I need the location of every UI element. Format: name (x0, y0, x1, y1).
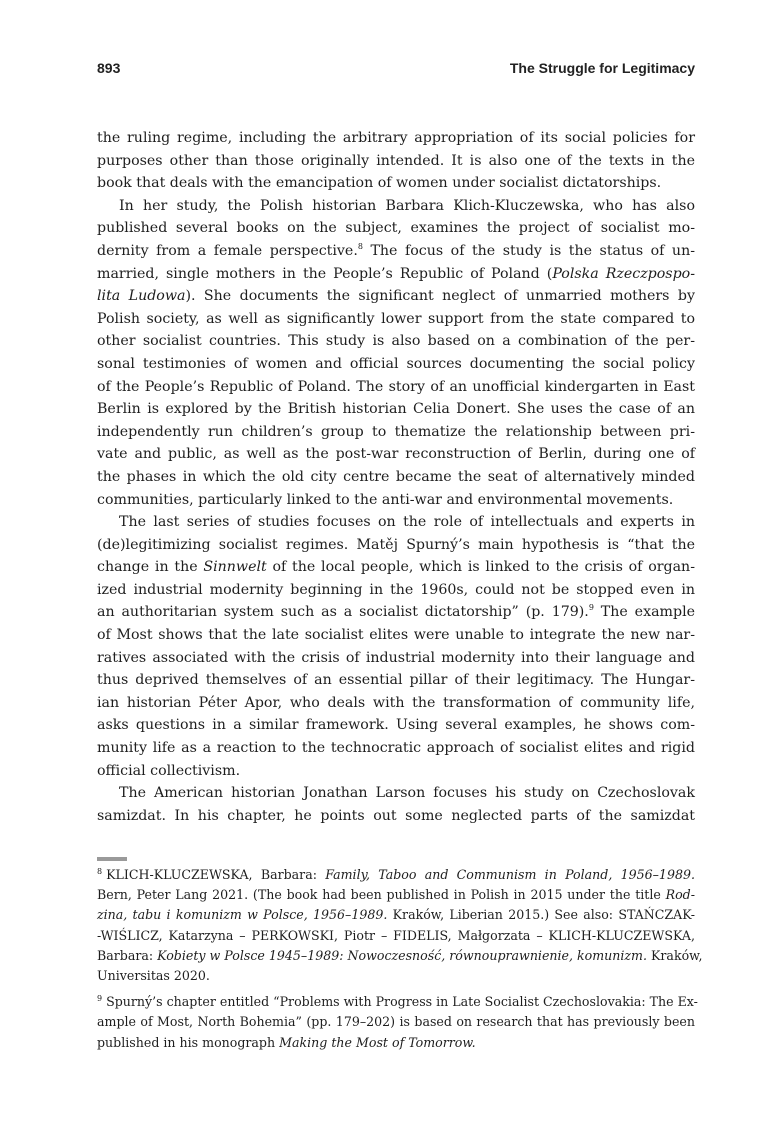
text-run: asks questions in a similar framework. Using several examples, he shows com- (97, 717, 695, 734)
footnote-separator (97, 857, 127, 861)
text-line (97, 647, 695, 670)
text-run: Spurný’s chapter entitled “Problems with Progress in Late Socialist Czechoslovakia: The Ex- (106, 994, 698, 1010)
italic-text: Making the Most of Tomorrow. (279, 1034, 476, 1050)
text-run: vate and public, as well as the post-war reconstruction of Berlin, during one of (97, 446, 695, 463)
footnotes (97, 865, 703, 1059)
text-line (97, 443, 695, 466)
text-line (97, 240, 695, 263)
running-title: The Struggle for Legitimacy (509, 60, 695, 76)
footnote-8 (97, 865, 703, 986)
text-run: other socialist countries. This study is also based on a combination of the per- (97, 333, 695, 350)
text-line (97, 398, 695, 421)
text-run: communities, particularly linked to the anti-war and environmental movements. (97, 491, 674, 508)
text-line (97, 353, 695, 376)
text-run: sonal testimonies of women and official sources documenting the social policy (97, 355, 695, 372)
text-run: the phases in which the old city centre became the seat of alternatively minded (97, 468, 695, 485)
running-header (97, 60, 695, 82)
footnote-number: 8 (97, 867, 103, 876)
footnote-line (97, 926, 695, 946)
footnote-line (97, 865, 695, 885)
text-line (97, 692, 695, 715)
italic-text: Polska Rzeczpospo- (552, 265, 695, 282)
italic-text: lita Ludowa (97, 288, 186, 305)
text-run: Berlin is explored by the British historian Celia Donert. She uses the case of an (97, 401, 695, 418)
text-run: of the local people, which is linked to the crisis of organ- (266, 559, 695, 576)
text-run: Kraków, Liberian 2015.) See also: STAŃCZAK- (387, 907, 695, 923)
text-run: Kraków, (647, 947, 703, 963)
text-run: In her study, the Polish historian Barbara Klich-Kluczewska, who has also (119, 197, 695, 214)
text-run: married, single mothers in the People’s Republic of Poland ( (97, 265, 553, 282)
footnote-9 (97, 992, 698, 1053)
text-run: The American historian Jonathan Larson focuses his study on Czechoslovak (119, 785, 695, 802)
text-run: of Most shows that the late socialist elites were unable to integrate the new nar- (97, 627, 695, 644)
text-line (97, 172, 695, 195)
text-line (97, 556, 695, 579)
text-line (97, 466, 695, 489)
text-line (97, 511, 695, 534)
text-run: published several books on the subject, examines the project of socialist mo- (97, 220, 695, 237)
text-run: (de)legitimizing socialist regimes. Matěj Spurný’s main hypothesis is “that the (97, 536, 695, 553)
italic-text: Rod- (665, 887, 695, 903)
text-line (97, 376, 695, 399)
text-line (97, 308, 695, 331)
text-line (97, 579, 695, 602)
text-run: dernity from a female perspective. (97, 242, 358, 259)
text-run: ). She documents the significant neglect of unmarried mothers by (185, 288, 695, 305)
text-run: ratives associated with the crisis of industrial modernity into their language and (97, 649, 695, 666)
text-run: published in his monograph (97, 1034, 280, 1050)
text-run: Polish society, as well as significantly lower support from the state compared to (97, 310, 695, 327)
text-run: The last series of studies focuses on the role of intellectuals and experts in (119, 514, 695, 531)
footnote-line (97, 1033, 695, 1053)
body-text (97, 127, 695, 827)
text-line (97, 782, 695, 805)
text-line (97, 150, 695, 173)
text-run: of the People’s Republic of Poland. The story of an unofficial kindergarten in East (97, 378, 695, 395)
footnote-line (97, 1012, 695, 1032)
text-line (97, 760, 695, 783)
page-number: 893 (97, 60, 121, 76)
footnote-ref: 9 (588, 603, 594, 613)
text-line (97, 669, 695, 692)
text-line (97, 489, 695, 512)
text-line (97, 217, 695, 240)
text-line (97, 330, 695, 353)
text-line (97, 534, 695, 557)
text-run: independently run children’s group to thematize the relationship between pri- (97, 423, 695, 440)
text-run: book that deals with the emancipation of women under socialist dictatorships. (97, 175, 662, 192)
footnote-line (97, 885, 695, 905)
text-run: purposes other than those originally intended. It is also one of the texts in the (97, 152, 695, 169)
text-line (97, 127, 695, 150)
footnote-line (97, 966, 695, 986)
text-line (97, 737, 695, 760)
text-run: munity life as a reaction to the technocratic approach of socialist elites and rigid (97, 740, 695, 757)
text-run: KLICH-KLUCZEWSKA, Barbara: (106, 867, 326, 882)
text-run: samizdat. In his chapter, he points out some neglected parts of the samizdat (97, 807, 695, 824)
text-run: The focus of the study is the status of un- (362, 242, 695, 259)
text-run: The example (593, 604, 696, 621)
text-run: change in the (97, 559, 204, 576)
italic-text: Sinnwelt (203, 559, 267, 576)
text-run: ian historian Péter Apor, who deals with the transformation of community life, (97, 694, 695, 711)
italic-text: Kobiety w Polsce 1945–1989: Nowoczesność, równouprawnienie, komunizm. (157, 947, 647, 963)
text-line (97, 805, 695, 828)
footnote-number: 9 (97, 994, 103, 1004)
italic-text: Family, Taboo and Communism in Poland, 1956–1989. (325, 867, 695, 882)
text-run: ized industrial modernity beginning in the 1960s, could not be stopped even in (97, 581, 695, 598)
footnote-ref: 8 (357, 241, 363, 251)
italic-text: zina, tabu i komunizm w Polsce, 1956–1989. (97, 907, 388, 923)
footnote-line (97, 905, 695, 925)
text-run: -WIŚLICZ, Katarzyna – PERKOWSKI, Piotr – FIDELIS, Małgorzata – KLICH-KLUCZEWSKA, (97, 927, 695, 943)
text-line (97, 285, 695, 308)
text-run: Bern, Peter Lang 2021. (The book had been published in Polish in 2015 under the title (97, 887, 666, 903)
text-run: official collectivism. (97, 762, 241, 779)
text-run: the ruling regime, including the arbitrary appropriation of its social policies for (97, 130, 695, 146)
text-run: Barbara: (97, 947, 158, 963)
footnote-line (97, 946, 703, 966)
text-line (97, 263, 695, 286)
text-run: Universitas 2020. (97, 967, 210, 983)
text-run: thus deprived themselves of an essential pillar of their legitimacy. The Hungar- (97, 672, 695, 689)
text-line (97, 624, 695, 647)
text-line (97, 601, 695, 624)
footnote-line (97, 992, 698, 1012)
text-line (97, 195, 695, 218)
text-line (97, 421, 695, 444)
text-run: an authoritarian system such as a socialist dictatorship” (p. 179). (97, 604, 589, 621)
text-run: ample of Most, North Bohemia” (pp. 179–202) is based on research that has previously been (97, 1014, 695, 1030)
text-line (97, 714, 695, 737)
